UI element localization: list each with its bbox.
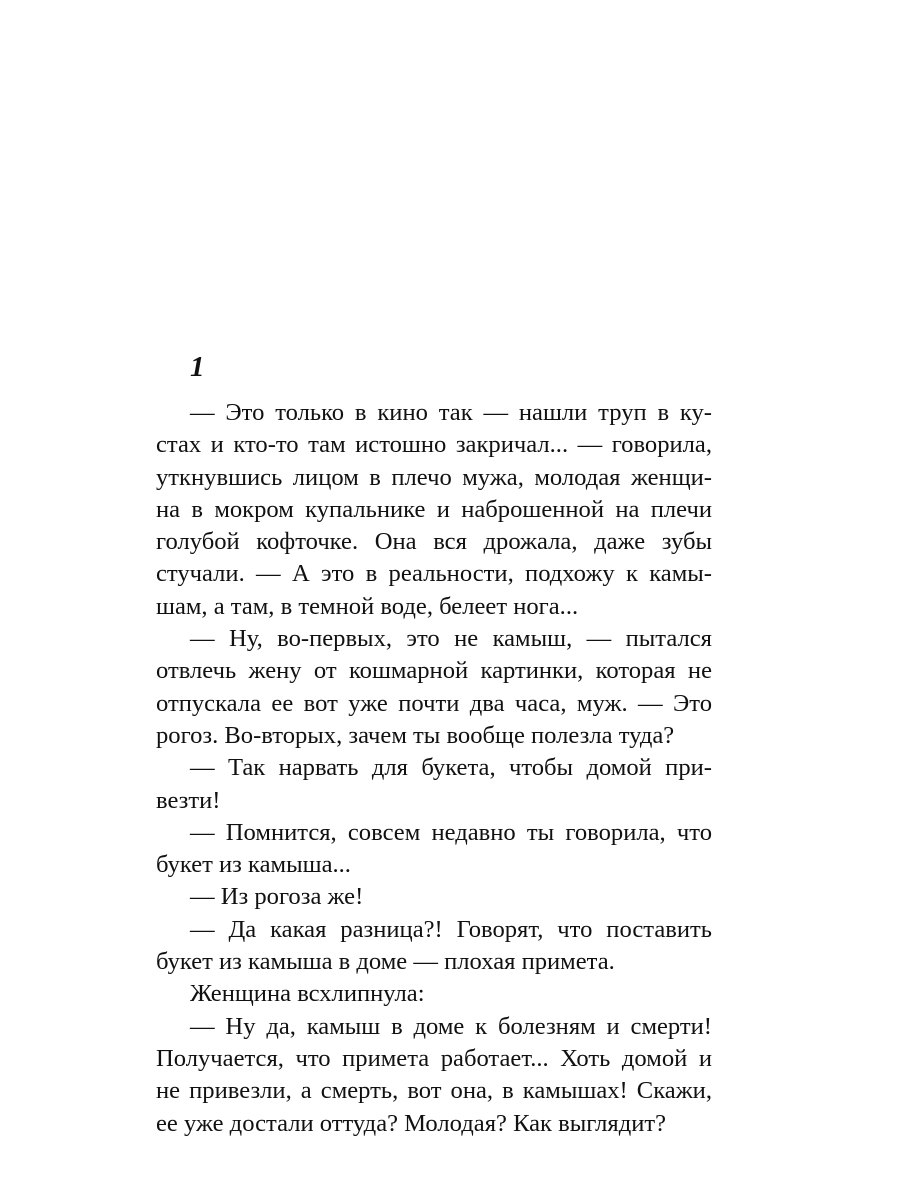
text-line: — Это только в кино так — нашли труп в ку-	[190, 399, 712, 426]
text-line: — Из рогоза же!	[190, 883, 364, 911]
text-line: рогоз. Во-вторых, зачем ты вообще полезла туда?	[156, 721, 675, 749]
text-line: шам, а там, в темной воде, белеет нога...	[156, 592, 579, 620]
text-line: уткнувшись лицом в плечо мужа, молодая женщи-	[156, 463, 712, 491]
text-line: стах и кто-то там истошно закричал... — говорила,	[156, 431, 712, 459]
text-line: букет из камыша в доме — плохая примета.	[156, 948, 615, 976]
text-line: голубой кофточке. Она вся дрожала, даже зубы	[156, 528, 712, 556]
text-line: на в мокром купальнике и наброшенной на плечи	[156, 495, 712, 523]
text-line: не привезли, а смерть, вот она, в камышах! Скажи,	[156, 1077, 712, 1105]
text-line: отвлечь жену от кошмарной картинки, которая не	[156, 657, 712, 685]
text-line: — Ну да, камыш в доме к болезням и смерти!	[190, 1012, 712, 1040]
text-line: букет из камыша...	[156, 851, 351, 879]
body-text	[156, 397, 712, 1140]
text-line: ее уже достали оттуда? Молодая? Как выглядит?	[156, 1109, 667, 1137]
text-line: Получается, что примета работает... Хоть домой и	[156, 1044, 712, 1072]
text-line: — Так нарвать для букета, чтобы домой при-	[190, 754, 712, 782]
text-line: — Да какая разница?! Говорят, что поставить	[190, 915, 712, 943]
text-line: стучали. — А это в реальности, подхожу к камы-	[156, 560, 712, 588]
text-line: — Ну, во-первых, это не камыш, — пытался	[190, 625, 712, 653]
text-line: везти!	[156, 786, 221, 814]
text-line: отпускала ее вот уже почти два часа, муж. — Это	[156, 689, 712, 717]
text-line: — Помнится, совсем недавно ты говорила, что	[190, 818, 712, 846]
chapter-number: 1	[190, 351, 205, 383]
text-line: Женщина всхлипнула:	[190, 980, 425, 1008]
